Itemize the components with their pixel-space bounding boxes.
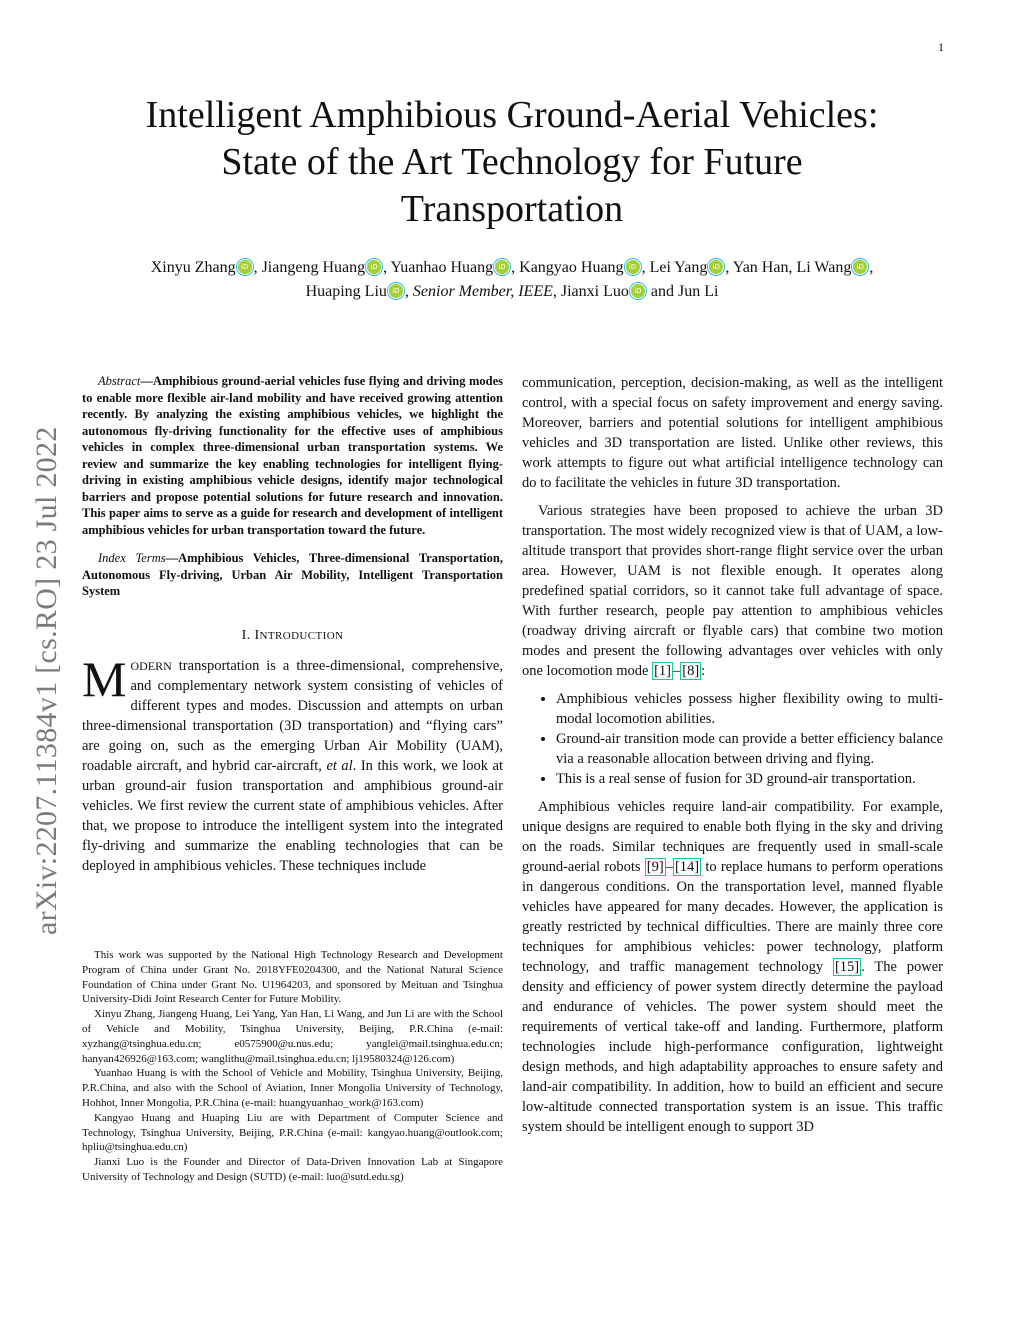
orcid-icon[interactable]: iD <box>626 260 640 274</box>
orcid-icon[interactable]: iD <box>367 260 381 274</box>
body-text: Various strategies have been proposed to achieve the urban 3D transportation. The most widely recognized view is that of UAM, a low-altitude transport that provides short-range flight service over the urban area. However, UAM is not flexible enough. It operates along predefined spatial corridors, so it cannot take full advantage of space. With further research, people pay attention to amphibious vehicles (roadway driving aircraft or flyable cars) that combine two motion modes and present the following advantages over vehicles with only one locomotion mode <box>522 503 943 679</box>
footnote: This work was supported by the National High Technology Research and Development Program of China under Grant No. 2018YFE0204300, and the National Natural Science Foundation of China under Grant No. U1964203, and sponsored by Meituan and Tsinghua University-Didi Joint Research Center for Future Mobility. <box>82 949 503 1006</box>
list-item: • Ground-air transition mode can provide a better efficiency balance via a reasonable allocation between driving and flying. <box>556 729 943 769</box>
citation-link[interactable]: [9] <box>646 859 664 875</box>
citation-link[interactable]: [15] <box>834 959 860 975</box>
section-number: I. <box>241 627 255 643</box>
author-name: Kangyao Huang <box>519 259 624 276</box>
title-line-3: Transportation <box>400 188 624 230</box>
title-line-1: Intelligent Amphibious Ground-Aerial Vehicles: <box>145 94 879 136</box>
left-column <box>82 373 503 876</box>
body-paragraph: communication, perception, decision-making, as well as the intelligent control, with a special focus on safety improvement and energy saving. Moreover, barriers and potential solutions for intelligent amphibious vehicles and 3D transportation are listed. Unlike other reviews, this work attempts to figure out what artificial intelligence technology can do to facilitate the vehicles in future 3D transportation. <box>522 375 943 491</box>
body-text: : <box>701 663 706 679</box>
section-title-rest: NTRODUCTION <box>259 629 344 642</box>
page-number: 1 <box>938 40 944 54</box>
abstract-lead: Abstract <box>98 374 141 388</box>
index-terms-lead: Index Terms <box>98 551 166 565</box>
intro-smallcaps: ODERN <box>130 658 172 673</box>
index-terms <box>82 550 503 600</box>
author-list: Xinyu Zhang iD , Jiangeng Huang iD , Yuanhao Huang iD , Kangyao Huang iD , Lei Yang iD , Yan Han, Li Wang iD , Huaping Liu iD , Senior Member, IEEE, Jianxi Luo iD and Jun Li <box>150 259 874 300</box>
intro-etal: et al <box>326 757 353 774</box>
abstract-body: —Amphibious ground-aerial vehicles fuse flying and driving modes to enable more flexible air-land mobility and have received growing attention recently. By analyzing the existing amphibious vehicles, we highlight the autonomous fly-driving functionality for the effective uses of amphibious vehicles in complex three-dimensional urban transportation systems. We review and summarize the key enabling technologies for intelligent flying-driving in existing amphibious vehicle designs, identify major technological barriers and propose potential solutions for future research and innovation. This paper aims to serve as a guide for research and development of intelligent amphibious vehicles for urban transportation toward the future. <box>82 374 503 537</box>
footnote: Xinyu Zhang, Jiangeng Huang, Lei Yang, Yan Han, Li Wang, and Jun Li are with the School of Vehicle and Mobility, Tsinghua University, Beijing, P.R.China (e-mail: xyzhang@tsinghua.edu.cn; e0575900@u.nus.edu; yanglei@mail.tsinghua.edu.cn; hanyan426926@163.com; wanglithu@mail.tsinghua.edu.cn; lj19580324@126.com) <box>82 1008 503 1065</box>
author-name: and Jun Li <box>650 283 719 300</box>
author-name: Jianxi Luo <box>560 283 629 300</box>
orcid-icon[interactable]: iD <box>238 260 252 274</box>
drop-cap: M <box>82 650 127 707</box>
body-text: Amphibious vehicles require land-air compatibility. For example, unique designs are required to enable both flying in the sky and driving on the roads. Similar techniques are frequently used in small-scale ground-aerial robots <box>522 799 943 875</box>
abstract <box>82 373 503 538</box>
author-name: Yan Han, Li Wang <box>732 259 852 276</box>
section-title-initial: I <box>254 627 260 643</box>
author-name: Yuanhao Huang <box>390 259 494 276</box>
author-name: Huaping Liu <box>305 283 387 300</box>
advantage-list <box>522 689 943 789</box>
list-item: • This is a real sense of fusion for 3D ground-air transportation. <box>556 769 943 789</box>
body-text: – <box>665 859 673 875</box>
body-paragraph <box>522 501 943 681</box>
paper-title <box>0 92 1024 233</box>
footnote: Kangyao Huang and Huaping Liu are with Department of Computer Science and Technology, Tsinghua University, Beijing, P.R.China (e-mail: kangyao.huang@outlook.com; hpliu@tsinghua.edu.cn) <box>82 1111 503 1154</box>
footnotes <box>82 948 503 1185</box>
index-terms-body: —Amphibious Vehicles, Three-dimensional Transportation, Autonomous Fly-driving, Urban Air Mobility, Intelligent Transportation System <box>82 551 503 598</box>
orcid-icon[interactable]: iD <box>495 260 509 274</box>
author-name: Xinyu Zhang <box>150 259 236 276</box>
right-column <box>522 373 943 1137</box>
citation-link[interactable]: [14] <box>674 859 700 875</box>
author-name: Lei Yang <box>649 259 708 276</box>
author-membership: Senior Member, IEEE <box>412 283 553 300</box>
author-name: Jiangeng Huang <box>261 259 366 276</box>
footnote: Jianxi Luo is the Founder and Director of Data-Driven Innovation Lab at Singapore University of Technology and Design (SUTD) (e-mail: luo@sutd.edu.sg) <box>82 1156 503 1183</box>
intro-paragraph <box>82 650 504 876</box>
orcid-icon[interactable]: iD <box>631 284 645 298</box>
section-heading <box>82 626 503 646</box>
arxiv-identifier: arXiv:2207.11384v1 [cs.RO] 23 Jul 2022 <box>30 426 63 935</box>
intro-text: transportation is a three-dimensional, comprehensive, and complementary network system consisting of vehicles of different types and modes. Discussion and attempts on urban three-dimensional transportation (3D transportation) and “flying cars” are going on, such as the emerging Urban Air Mobility (UAM), roadable aircraft, and hybrid car-aircraft, <box>82 657 503 774</box>
orcid-icon[interactable]: iD <box>853 260 867 274</box>
body-text: . The power density and efficiency of power system directly determine the payload and endurance of vehicles. The power system should meet the requirements of vertical take-off and landing. Furthermore, platform technologies include high-performance configuration, lightweight design methods, and high adaptability approaches to ensure safety and land-air compatibility. In addition, how to build an efficient and secure low-altitude connected transportation system is an issue. This traffic system should be intelligent enough to support 3D <box>522 959 943 1135</box>
title-line-2: State of the Art Technology for Future <box>221 141 803 183</box>
body-text: to replace humans to perform operations in dangerous conditions. On the transportation level, manned flyable vehicles have appeared for many decades. However, the application is greatly restricted by technical difficulties. There are mainly three core techniques for amphibious vehicles: power technology, platform technology, and traffic management technology <box>522 859 943 975</box>
orcid-icon[interactable]: iD <box>709 260 723 274</box>
footnote: Yuanhao Huang is with the School of Vehicle and Mobility, Tsinghua University, Beijing, P.R.China, and also with the School of Aviation, Inner Mongolia University of Technology, Hohhot, Inner Mongolia, P.R.China (e-mail: huangyuanhao_work@163.com) <box>82 1067 503 1109</box>
orcid-icon[interactable]: iD <box>389 284 403 298</box>
body-text: – <box>673 663 681 679</box>
citation-link[interactable]: [8] <box>682 663 700 679</box>
list-item: • Amphibious vehicles possess higher flexibility owing to multi-modal locomotion abilities. <box>556 689 943 729</box>
intro-text: . In this work, we look at urban ground-air fusion transportation and amphibious ground-air vehicles. We first review the current state of amphibious vehicles. After that, we propose to introduce the intelligent system into the integrated fly-driving and summarize the enabling technologies that can be deployed in amphibious vehicles. These techniques include <box>82 757 504 874</box>
body-paragraph <box>522 797 943 1137</box>
citation-link[interactable]: [1] <box>654 663 671 679</box>
